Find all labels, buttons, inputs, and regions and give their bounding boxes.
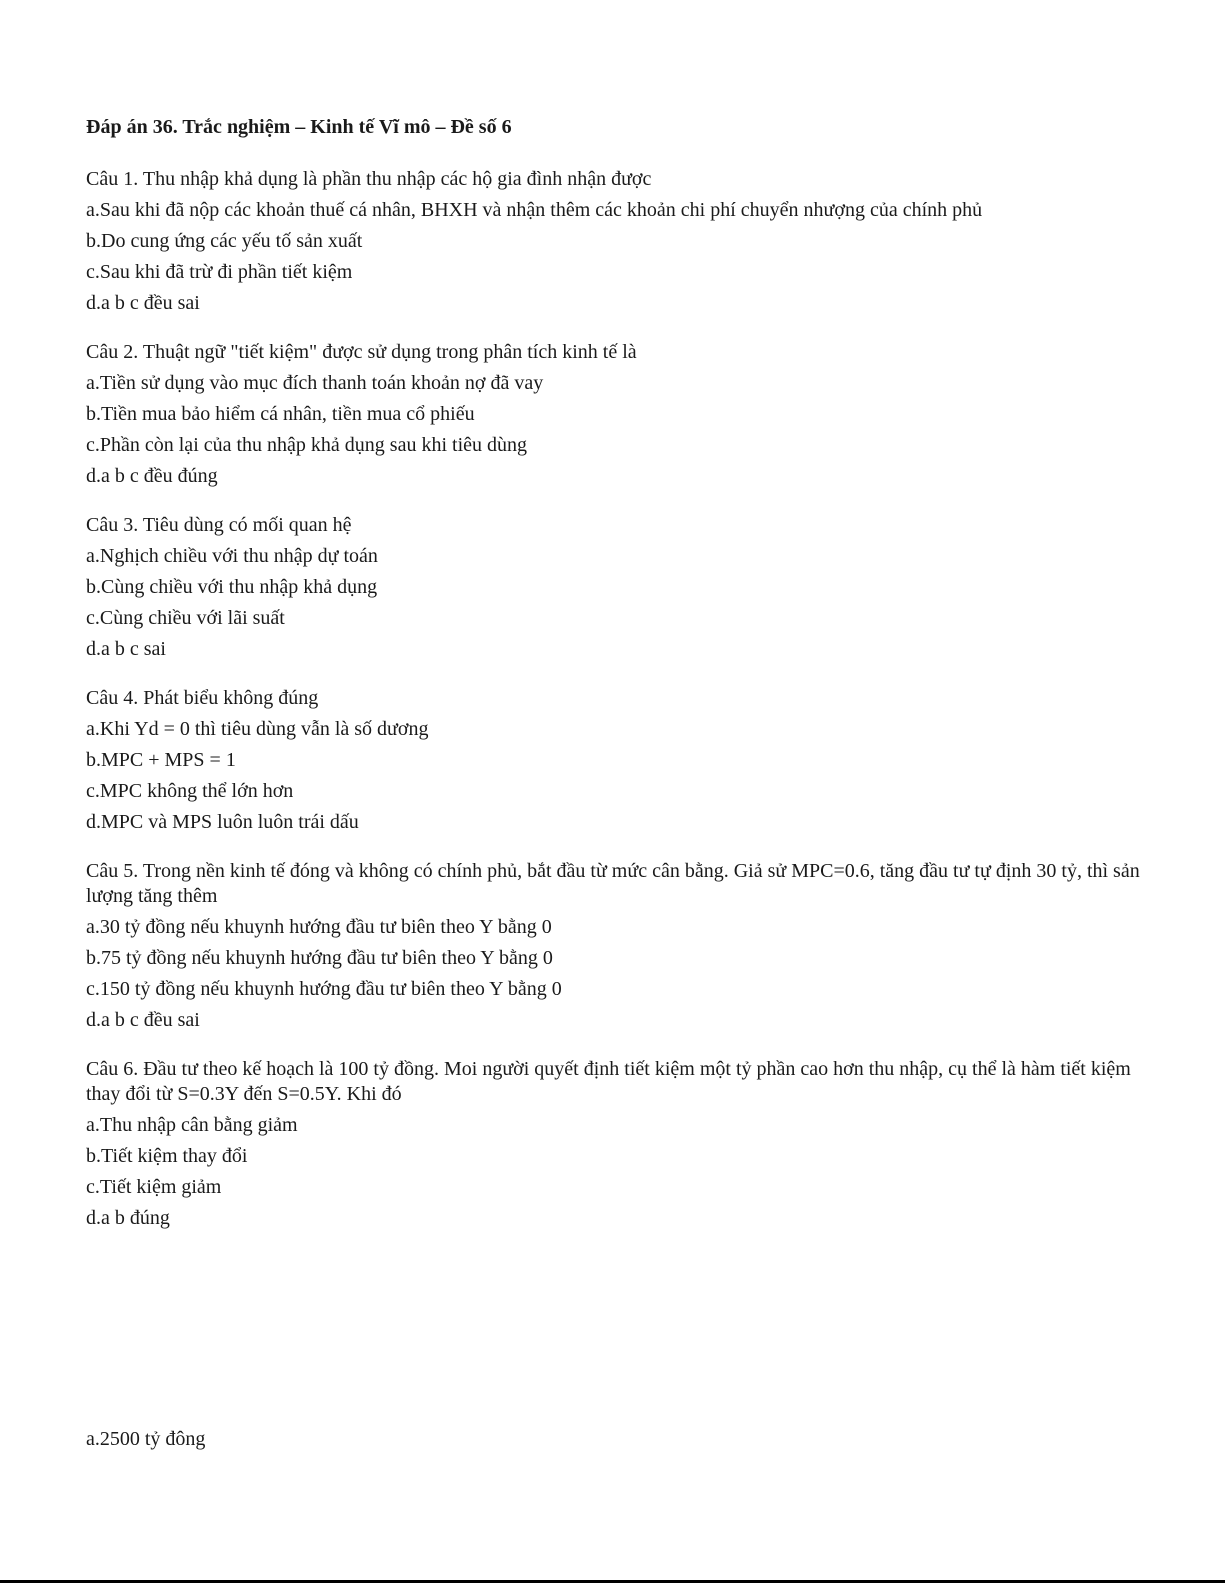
question-5 xyxy=(86,859,1146,1033)
answer-option-a: a.Nghịch chiều với thu nhập dự toán xyxy=(86,545,378,567)
answer-option-b: b.Do cung ứng các yếu tố sản xuất xyxy=(86,230,363,252)
question-text: Câu 3. Tiêu dùng có mối quan hệ xyxy=(86,514,352,536)
question-1 xyxy=(86,167,1146,316)
answer-option-a: a.Tiền sử dụng vào mục đích thanh toán khoản nợ đã vay xyxy=(86,372,544,394)
answer-option-c: c.MPC không thể lớn hơn xyxy=(86,780,294,802)
answer-option-b: b.75 tỷ đồng nếu khuynh hướng đầu tư biên theo Y bằng 0 xyxy=(86,947,553,969)
answer-option-a: a.Khi Yd = 0 thì tiêu dùng vẫn là số dương xyxy=(86,718,429,740)
answer-option-d: d.a b c đều sai xyxy=(86,292,200,314)
question-2 xyxy=(86,340,1146,489)
answer-option-c: c.150 tỷ đồng nếu khuynh hướng đầu tư biên theo Y bằng 0 xyxy=(86,978,562,1000)
question-text: Câu 6. Đầu tư theo kế hoạch là 100 tỷ đồng. Moi người quyết định tiết kiệm một tỷ phần cao hơn thu nhập, cụ thể là hàm tiết kiệm thay đổi từ S=0.3Y đến S=0.5Y. Khi đó xyxy=(86,1058,1131,1105)
answer-option-b: b.MPC + MPS = 1 xyxy=(86,749,236,771)
document-page xyxy=(86,114,1146,1255)
answer-option-c: c.Phần còn lại của thu nhập khả dụng sau khi tiêu dùng xyxy=(86,434,528,456)
answer-option-d: d.a b c đều đúng xyxy=(86,465,218,487)
answer-option-c: c.Cùng chiều với lãi suất xyxy=(86,607,285,629)
question-4 xyxy=(86,686,1146,835)
trailing-answer-option: a.2500 tỷ đông xyxy=(86,1428,206,1450)
question-text: Câu 4. Phát biểu không đúng xyxy=(86,687,319,709)
question-3 xyxy=(86,513,1146,662)
answer-option-c: c.Sau khi đã trừ đi phần tiết kiệm xyxy=(86,261,353,283)
page-bottom-divider xyxy=(0,1580,1225,1583)
question-6 xyxy=(86,1057,1146,1231)
question-text: Câu 1. Thu nhập khả dụng là phần thu nhập các hộ gia đình nhận được xyxy=(86,168,652,190)
answer-option-d: d.a b c sai xyxy=(86,638,166,660)
answer-option-a: a.30 tỷ đồng nếu khuynh hướng đầu tư biên theo Y bằng 0 xyxy=(86,916,552,938)
document-title: Đáp án 36. Trắc nghiệm – Kinh tế Vĩ mô – Đề số 6 xyxy=(86,116,512,138)
answer-option-d: d.a b c đều sai xyxy=(86,1009,200,1031)
answer-option-a: a.Thu nhập cân bằng giảm xyxy=(86,1114,298,1136)
answer-option-d: d.a b đúng xyxy=(86,1207,170,1229)
question-text: Câu 5. Trong nền kinh tế đóng và không có chính phủ, bắt đầu từ mức cân bằng. Giả sử MPC=0.6, tăng đầu tư tự định 30 tỷ, thì sản lượng tăng thêm xyxy=(86,860,1140,907)
answer-option-b: b.Cùng chiều với thu nhập khả dụng xyxy=(86,576,378,598)
answer-option-b: b.Tiền mua bảo hiểm cá nhân, tiền mua cổ phiếu xyxy=(86,403,475,425)
answer-option-d: d.MPC và MPS luôn luôn trái dấu xyxy=(86,811,359,833)
answer-option-a: a.Sau khi đã nộp các khoản thuế cá nhân, BHXH và nhận thêm các khoản chi phí chuyển nhượng của chính phủ xyxy=(86,199,983,221)
question-text: Câu 2. Thuật ngữ "tiết kiệm" được sử dụng trong phân tích kinh tế là xyxy=(86,341,637,363)
answer-option-b: b.Tiết kiệm thay đổi xyxy=(86,1145,248,1167)
answer-option-c: c.Tiết kiệm giảm xyxy=(86,1176,222,1198)
